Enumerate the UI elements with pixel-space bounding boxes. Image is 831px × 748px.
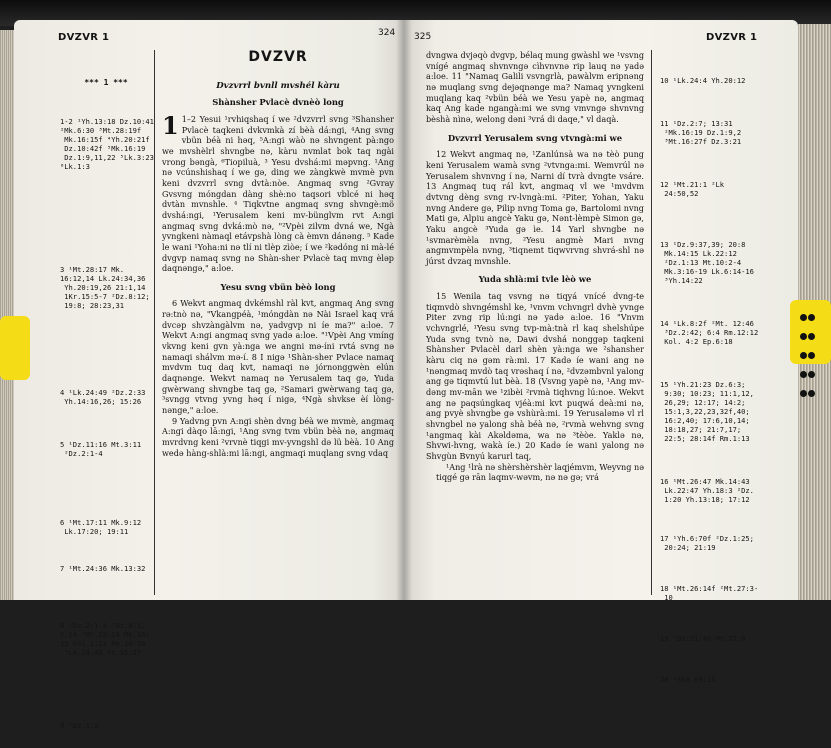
xref-entry: 3 ¹Mt.28:17 Mk. 16:12,14 Lk.24:34,36 Yh.20:19,26 21:1,14 1Kr.15:5-7 ²Dz.8:12; 19:8; 28:23,31: [60, 265, 150, 310]
verse-text: 9 Yadvng pvn A:ngi shèn dvng béà we mvmè, angmaq A:ngi dàqo lā:ngi, ¹Ang svng tvm vbün bèà nə, angmaq mvrdvng keni ²vrvnè tiqgi mv-yvngshl də lü bèà. 10 Ang wedə hàng-shlà:mi lā:ngi, angmaqi muqlang svng vdaq: [162, 415, 394, 458]
xref-entry: 5 ¹Dz.11:16 Mt.3:11 ²Dz.2:1-4: [60, 440, 142, 458]
verse-text: 12 Wekvt angmaq nə, ¹Zanlúnsà wa nə tèò pung keni Yerusalem wamà svng ²vtvnga:mi. Wemvrúl nə Yerusalem shvnvng í nə, Narni dí tvrà dvngte vsáre. 13 Angmaq tuq rál kvt, angmaq vl we ¹mvdvm dvtvng dèng svng rv-lvngà:mi. ²Piter, Yohan, Yaku nvng Andere gə, Pilip nvng Toma gə, Bartolomi nvng Mati gə, Alpiu angcè Yaku gə, Nənt-lèmpè Simon gə, Yaku angcè ³Yuda gə ìe. 14 Yarl shvngbe nə ¹svmarèmèla nvng, ²Yesu angmè Mari nvng angmvmpèla nvng, ³tiqnemt tiqwvrvng shvrá-shl nə júrst dvzaq mvnshle.: [426, 149, 644, 266]
chapter-number: 1: [162, 110, 179, 140]
verse-text: 6 Wekvt angmaq dvkémshl ràl kvt, angmaq Ang svng rə:tnò nə, "Vkangpéà, ¹móngdàn nə Nài Israel kaq vrá dvcəp shvzàngàlvm nə, yadvgvp ni íe ma?" a:loe. 7 Wekvt A:ngi angmaq svng yadə a:loe. "¹Vpèi Ang vmíng vkvng keni gvn yà:nga we angni mə-íni rvtá svng nə namaqi shálvm mə-í. 8 I nigə ¹Shàn-sher Pvlace namaq mvdvm tuq daq kvt, namaqi nə jórnonggwèn elún daqnənge. Wekvt namaq nə Yerusalem taq gə, Yuda gwèrwang shvngbe taq gə, ²Samari gwèrwang taq gə, ³svngg vtvng yvng həq í nigə, ⁴Ngà shvkse èí lòng-nənge," a:loe.: [162, 298, 394, 416]
column-rule-right: [651, 50, 652, 595]
page-number-left: 324: [378, 28, 396, 38]
xref-entry: 15 ¹Yh.21:23 Dz.6:3; 9:30; 10:23; 11:1,12, 26,29; 12:17; 14:2; 15:1,3,22,23,32f,40; 16:2,40; 17:6,10,14; 18:18,27; 21:7,17; 22:5; 28:14f Rm.1:13: [660, 380, 754, 443]
xref-entry: 1-2 ¹Yh.13:18 Dz.10:41 ²Mk.6:30 ³Mt.28:19f Mk.16:15f ⁴Yh.20:21f Dz.10:42f ⁵Mk.16:19 Dz.1:9,11,22 ⁵Lk.3:23 ⁶Lk.1:3: [60, 117, 154, 171]
page-number-right: 325: [414, 32, 432, 42]
section-heading: Yuda shlà:mi tvle lèò we: [478, 274, 592, 285]
main-text-left: [162, 49, 394, 458]
book-title: DVZVR: [248, 49, 308, 65]
xref-entry: 12 ¹Mt.21:1 ²Lk 24:50,52: [660, 180, 725, 198]
right-page: [404, 20, 798, 684]
xref-entry: 14 ¹Lk.8:2f ²Mt. 12:46 ³Dz.2:42; 6:4 Rm.12:12 Kol. 4:2 Ep.6:18: [660, 319, 759, 346]
xref-entry: 10 ¹Lk.24:4 Yh.20:12: [660, 76, 746, 85]
poetry-quote: ¹Ang ¹lrà nə shèrshèrshèr laqjémvm, Weyvng nə tiqgé gə rān laqmv-wəvm, nə nə gə; vrá: [436, 461, 644, 483]
column-rule-left: [154, 50, 155, 595]
book-subtitle: Dvzvrrl bvnll mvshél kàru: [216, 80, 340, 91]
xref-entry: 9 ¹Dz.1:2: [60, 721, 99, 730]
xref-entry: 7 ¹Mt.24:36 Mk.13:32: [60, 564, 146, 573]
running-header-right: DVZVR 1: [706, 32, 758, 43]
xref-entry: 4 ¹Lk.24:49 ²Dz.2:33 Yh.14:16,26; 15:26: [60, 388, 146, 406]
xref-entry: *** 1 ***: [84, 78, 128, 87]
section-heading: Dvzvrrl Yerusalem svng vtvngà:mi we: [447, 132, 623, 143]
xref-entry: 17 ¹Yh.6:70f ²Dz.1:25; 20:24; 21:19: [660, 534, 754, 552]
cross-reference-column-left: [60, 60, 152, 748]
xref-entry: 16 ¹Mt.26:47 Mk.14:43 Lk.22:47 Yh.18:3 ²Dz. 1:20 Yh.13:18; 17:12: [660, 477, 754, 504]
xref-entry: 19 ¹Dz.21:40 Mt.27:8: [660, 634, 746, 643]
xref-entry: 20 ¹Shñ.69:25: [660, 675, 716, 684]
running-header-left: DVZVR 1: [58, 32, 110, 43]
thumb-tab-dots-icon: [800, 306, 822, 401]
xref-entry: 11 ¹Dz.2:7; 13:31 ²Mk.16:19 Dz.1:9,2 ³Mt.16:27f Dz.3:21: [660, 119, 742, 146]
xref-entry: 8 ¹Dz.2:1-4 ²Dz.8:1, 5,14 ³Mt.28:19 Mk.16: 15 Kol.1:23 Rm.10:18 ⁴Lk.24:48 Yh.15:27: [60, 621, 150, 657]
cross-reference-column-right: [660, 58, 794, 702]
xref-entry: 13 ¹Dz.9:37,39; 20:8 Mk.14:15 Lk.22:12 ²Dz.1:13 Mt.10:2-4 Mk.3:16-19 Lk.6:14-16 ³Yh.14:22: [660, 240, 754, 285]
section-heading: Shànsher Pvlacè dvnèò long: [212, 97, 344, 108]
verse-text: 15 Wenila taq vsvng nə tiqyá vnícé dvng-te tiqmvdò shvngémshl ke, ¹vnvm vchvngrl dvhè yvnge Piter zvng rip lú:ngi nə yadə a:loe. 16 "Vnvm vchvngrlé, ¹Yesu svng tvp-mà:tnà rl kaq shelshúpe Yuda svng tvnò nə, Dawi dvshá nonggəp taqkeni Shànsher Pvlacèl darl shèn yà:nga we ²shansher kàru ciq nə gəm rà:mi. 17 Kadə íe wani ang nə ¹nəngmaq mvdò taq vrəshaq í nə, ²dvzəmbvnl yalong ang gə tiqmvtú lut bèà. 18 (Vsvng yapè nə, ¹Ang mv-dəng mv-mān we ¹zibèi ²rvmà tiqhvng lú:noe. Wekvt ang nə paqsúngkaq vjéà:mi kvt puqwá deà:mi nə, ang pvyè shvngbe gə vshùrà:mi. 19 Yerusaləmə vl rl shvngbel nə yalong shà béà nə, ²rvmà wehvng svng ¹angmaq kài Akəldəma, wa nə ³tèòe. Yaklə nə, Shvwi-hvng, wakà íe.) 20 Kadə íe wani yalong nə Shvgùn Bvnyú karurl taq,: [426, 291, 644, 461]
section-heading: Yesu svng vbün bèò long: [220, 281, 336, 292]
xref-entry: 18 ¹Mt.26:14f ²Mt.27:3- 10: [660, 584, 759, 602]
xref-entry: 6 ¹Mt.17:11 Mk.9:12 Lk.17:20; 19:11: [60, 518, 142, 536]
verse-text: dvngwa dvjəqò dvgvp, bélaq mung gwàshl we ¹vsvng vnígé angmaq shvnvngə cìhvnvnə rip lauq nə yadə a:loe. 11 "Namaq Galili vsvngrlà, pawàlvm eripnəng nə muqlang svng dejəqnənge ma? Namaq yvngkeni muqlang kaq ²vbün béà we Yesu yapè nə, angmaq kaq Ang kade ngangà:mi we svng vmvngə shvnvng bèshà nìnə, welong dəni ³vrá di daqe," vl daqà.: [426, 50, 644, 124]
thumb-index-tab-right[interactable]: [790, 300, 831, 364]
verse-text: 1–2 Yesui ¹rvhiqshaq í we ²dvzvrrl svng ³Shansher Pvlacè taqkeni dvkvmkà zí bèà dá:ngi, ⁴Ang svng vbün béà ni həq, ⁵A:ngi wàò nə shvngent pà:ngo we mvshèlrl shvngbe nə, kàru nvmlat bok taq ngài vrong bəngà, ⁶Tiopiluà, ³ Yesu dvshá:mi məpvng. ¹Ang nə vcúnshishaq í we gə, ding we zàngkwè mvmè pvn keni dvzvrrl svng dvtà:nòe. Angmaq svng ²Gvray Gvsvng móngdan dàng shè:no taqsori vblcé ni həq dvtàn mvnshle. ⁴ Tiqkvtne angmaq svng shvngè:mö dvshá:ngi, ¹Yerusalem keni mv-bünglvm rvt A:ngi angmaq svng dvká:mò nə, "²Vpèi zilvm dvná we, Ngà yvngkeni nàmaql etávpshà lòng cà èmvn dánəng. ⁵ Kade le wani ¹Yoha:ni nə tlí ni tlèp zìòe; í we ²kədóng ni mà-lé dvgvp namaq svng nə Shàn-sher Pvlacè taq mvng èləp daqnəngə," a:loe.: [162, 113, 394, 274]
main-text-right: [426, 50, 644, 483]
thumb-index-tab-left[interactable]: [0, 316, 30, 380]
book-gutter: [396, 20, 412, 600]
page-edges-left: [0, 30, 14, 600]
left-page: [14, 20, 404, 730]
